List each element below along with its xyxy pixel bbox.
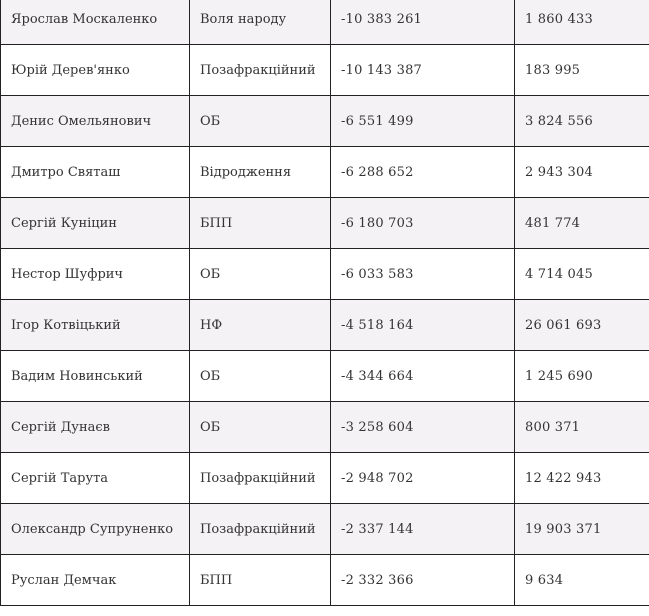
name-cell: Дмитро Святаш: [1, 147, 190, 198]
name-cell: Олександр Супруненко: [1, 504, 190, 555]
change-cell: -2 948 702: [331, 453, 515, 504]
faction-cell: Воля народу: [190, 0, 331, 45]
amount-cell: 9 634: [515, 555, 649, 606]
table-row: [1, 453, 649, 504]
name-cell: Руслан Демчак: [1, 555, 190, 606]
name-cell: Юрій Дерев'янко: [1, 45, 190, 96]
name-cell: Сергій Тарута: [1, 453, 190, 504]
faction-cell: НФ: [190, 300, 331, 351]
faction-cell: Позафракційний: [190, 453, 331, 504]
amount-cell: 4 714 045: [515, 249, 649, 300]
table-row: [1, 249, 649, 300]
change-cell: -4 344 664: [331, 351, 515, 402]
name-cell: Ярослав Москаленко: [1, 0, 190, 45]
table-row: [1, 0, 649, 45]
change-cell: -10 143 387: [331, 45, 515, 96]
faction-cell: БПП: [190, 198, 331, 249]
faction-cell: ОБ: [190, 351, 331, 402]
amount-cell: 183 995: [515, 45, 649, 96]
amount-cell: 481 774: [515, 198, 649, 249]
change-cell: -2 332 366: [331, 555, 515, 606]
name-cell: Ігор Котвіцький: [1, 300, 190, 351]
faction-cell: ОБ: [190, 249, 331, 300]
table-row: [1, 45, 649, 96]
amount-cell: 800 371: [515, 402, 649, 453]
change-cell: -6 551 499: [331, 96, 515, 147]
table-row: [1, 351, 649, 402]
amount-cell: 1 860 433: [515, 0, 649, 45]
change-cell: -10 383 261: [331, 0, 515, 45]
table-row: [1, 504, 649, 555]
change-cell: -3 258 604: [331, 402, 515, 453]
faction-cell: БПП: [190, 555, 331, 606]
change-cell: -6 180 703: [331, 198, 515, 249]
change-cell: -2 337 144: [331, 504, 515, 555]
name-cell: Нестор Шуфрич: [1, 249, 190, 300]
faction-cell: Позафракційний: [190, 504, 331, 555]
table-body: [1, 0, 649, 606]
table-row: [1, 555, 649, 606]
faction-cell: ОБ: [190, 96, 331, 147]
change-cell: -4 518 164: [331, 300, 515, 351]
change-cell: -6 033 583: [331, 249, 515, 300]
table-row: [1, 147, 649, 198]
name-cell: Сергій Куніцин: [1, 198, 190, 249]
faction-cell: ОБ: [190, 402, 331, 453]
faction-cell: Відродження: [190, 147, 331, 198]
amount-cell: 12 422 943: [515, 453, 649, 504]
faction-cell: Позафракційний: [190, 45, 331, 96]
table-row: [1, 96, 649, 147]
amount-cell: 26 061 693: [515, 300, 649, 351]
amount-cell: 3 824 556: [515, 96, 649, 147]
change-cell: -6 288 652: [331, 147, 515, 198]
table-row: [1, 300, 649, 351]
name-cell: Вадим Новинський: [1, 351, 190, 402]
amount-cell: 2 943 304: [515, 147, 649, 198]
amount-cell: 1 245 690: [515, 351, 649, 402]
table-row: [1, 402, 649, 453]
table-row: [1, 198, 649, 249]
amount-cell: 19 903 371: [515, 504, 649, 555]
name-cell: Сергій Дунаєв: [1, 402, 190, 453]
name-cell: Денис Омельянович: [1, 96, 190, 147]
